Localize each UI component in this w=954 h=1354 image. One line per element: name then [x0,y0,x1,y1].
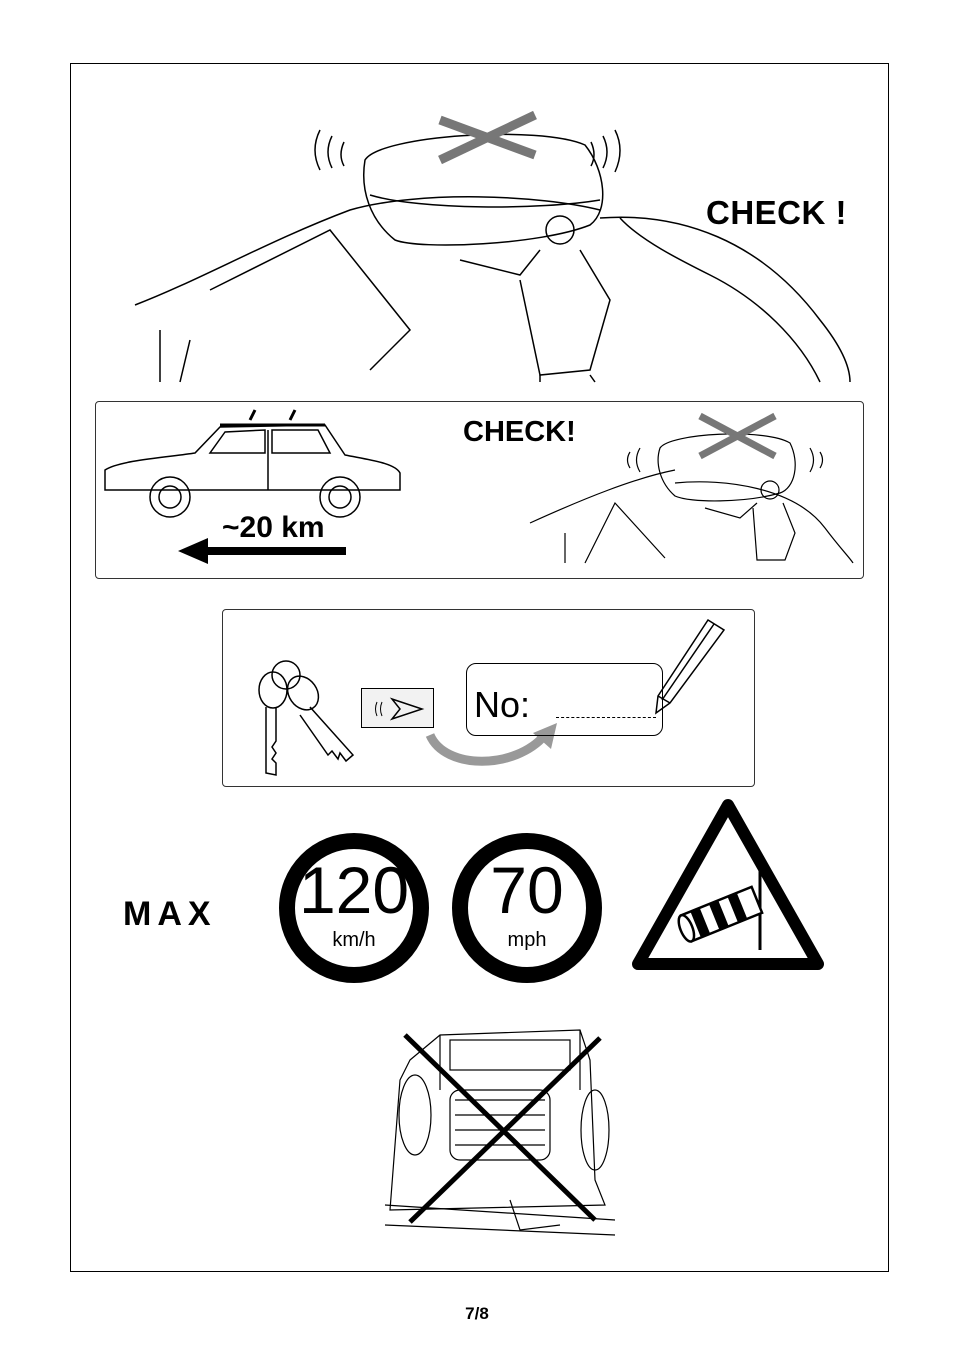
max-label: MAX [123,895,217,933]
speed-limit-mph-value: 70 [490,853,564,927]
speed-limit-kmh-unit: km/h [332,929,376,951]
no-car-wash-icon [380,1020,618,1250]
check-caption: CHECK ! [706,194,847,231]
speed-limit-mph-unit: mph [507,929,547,951]
left-arrow-icon [178,538,348,564]
pencil-icon [650,618,730,718]
car-icon [100,405,405,520]
speed-limit-mph-sign [452,833,602,983]
speed-limit-kmh-sign [279,833,429,983]
speed-limit-kmh-value: 120 [298,853,410,927]
number-dotted-line [556,717,656,718]
arrow-icon [372,694,427,724]
roof-box-wobble-icon [525,408,860,563]
roof-box-check-illustration [120,100,860,382]
number-label: No: [474,684,531,725]
keys-icon [248,655,363,780]
page-number: 7/8 [465,1304,489,1323]
crosswind-warning-icon [632,800,824,970]
distance-label: ~20 km [222,511,325,544]
check-caption-small: CHECK! [463,416,576,448]
